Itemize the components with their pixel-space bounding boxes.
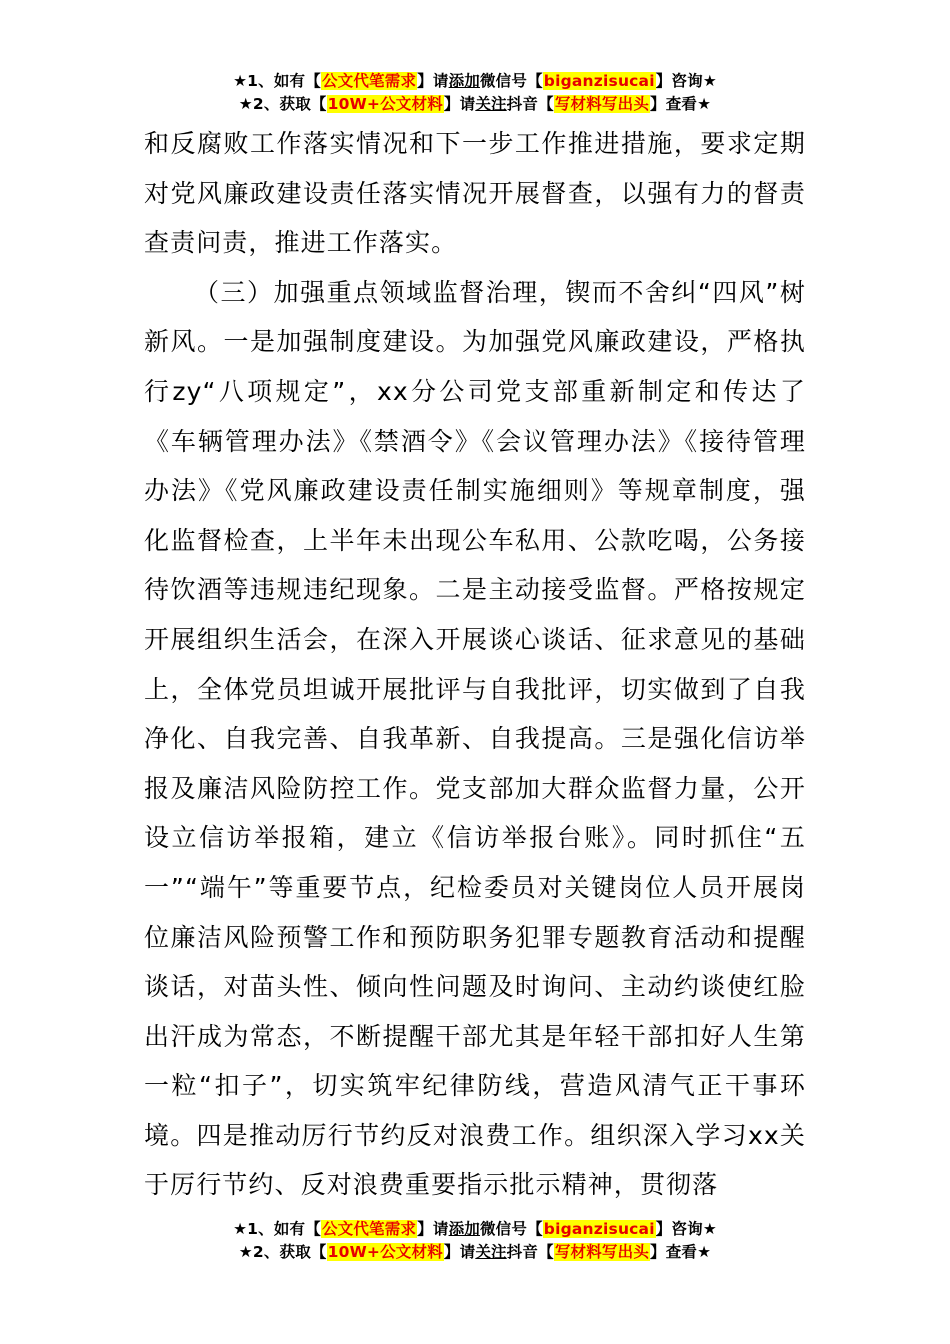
banner-line-1 xyxy=(0,1218,950,1241)
banner-text: 】请 xyxy=(417,1220,449,1238)
banner-text: ★2、获取【 xyxy=(238,95,327,113)
banner-text: 】咨询★ xyxy=(655,72,717,90)
banner-underline: 添加 xyxy=(448,72,480,90)
banner-text: 】请 xyxy=(417,72,449,90)
banner-text: 】查看★ xyxy=(650,95,712,113)
banner-highlight: 公文代笔需求 xyxy=(321,1220,417,1238)
banner-text: 】请 xyxy=(443,95,476,113)
banner-text: 】请 xyxy=(443,1243,476,1261)
header-banner xyxy=(0,70,950,116)
banner-underline: 添加 xyxy=(448,1220,480,1238)
banner-line-2 xyxy=(0,93,950,116)
banner-text: 微信号【 xyxy=(479,1220,543,1238)
banner-highlight: 10W+公文材料 xyxy=(327,95,443,113)
banner-text: ★1、如有【 xyxy=(233,72,321,90)
banner-text: 】查看★ xyxy=(650,1243,712,1261)
document-body xyxy=(144,119,806,1210)
footer-banner xyxy=(0,1218,950,1264)
banner-highlight: 公文代笔需求 xyxy=(321,72,417,90)
banner-highlight: 写材料写出头 xyxy=(554,1243,650,1261)
banner-text: 微信号【 xyxy=(479,72,543,90)
banner-underline: 关注 xyxy=(475,95,507,113)
banner-underline: 关注 xyxy=(475,1243,507,1261)
banner-line-1 xyxy=(0,70,950,93)
banner-text: ★2、获取【 xyxy=(238,1243,327,1261)
banner-highlight: 10W+公文材料 xyxy=(327,1243,443,1261)
banner-text: 抖音【 xyxy=(506,95,554,113)
banner-highlight: 写材料写出头 xyxy=(554,95,650,113)
banner-highlight: biganzisucai xyxy=(543,1220,655,1238)
banner-text: 】咨询★ xyxy=(655,1220,717,1238)
banner-text: ★1、如有【 xyxy=(233,1220,321,1238)
paragraph: （三）加强重点领域监督治理，锲而不舍纠“四风”树新风。一是加强制度建设。为加强党风廉政建设，严格执行zy“八项规定”，xx分公司党支部重新制定和传达了《车辆管理办法》《禁酒令》《会议管理办法》《接待管理办法》《党风廉政建设责任制实施细则》等规章制度，强化监督检查，上半年未出现公车私用、公款吃喝，公务接待饮酒等违规违纪现象。二是主动接受监督。严格按规定开展组织生活会，在深入开展谈心谈话、征求意见的基础上，全体党员坦诚开展批评与自我批评，切实做到了自我净化、自我完善、自我革新、自我提高。三是强化信访举报及廉洁风险防控工作。党支部加大群众监督力量，公开设立信访举报箱，建立《信访举报台账》。同时抓住“五一”“端午”等重要节点，纪检委员对关键岗位人员开展岗位廉洁风险预警工作和预防职务犯罪专题教育活动和提醒谈话，对苗头性、倾向性问题及时询问、主动约谈使红脸出汗成为常态，不断提醒干部尤其是年轻干部扣好人生第一粒“扣子”，切实筑牢纪律防线，营造风清气正干事环境。四是推动厉行节约反对浪费工作。组织深入学习xx关于厉行节约、反对浪费重要指示批示精神，贯彻落 xyxy=(144,277,806,1200)
paragraph: 和反腐败工作落实情况和下一步工作推进措施，要求定期对党风廉政建设责任落实情况开展督查，以强有力的督责查责问责，推进工作落实。 xyxy=(144,129,806,258)
banner-text: 抖音【 xyxy=(506,1243,554,1261)
banner-highlight: biganzisucai xyxy=(543,72,655,90)
banner-line-2 xyxy=(0,1241,950,1264)
